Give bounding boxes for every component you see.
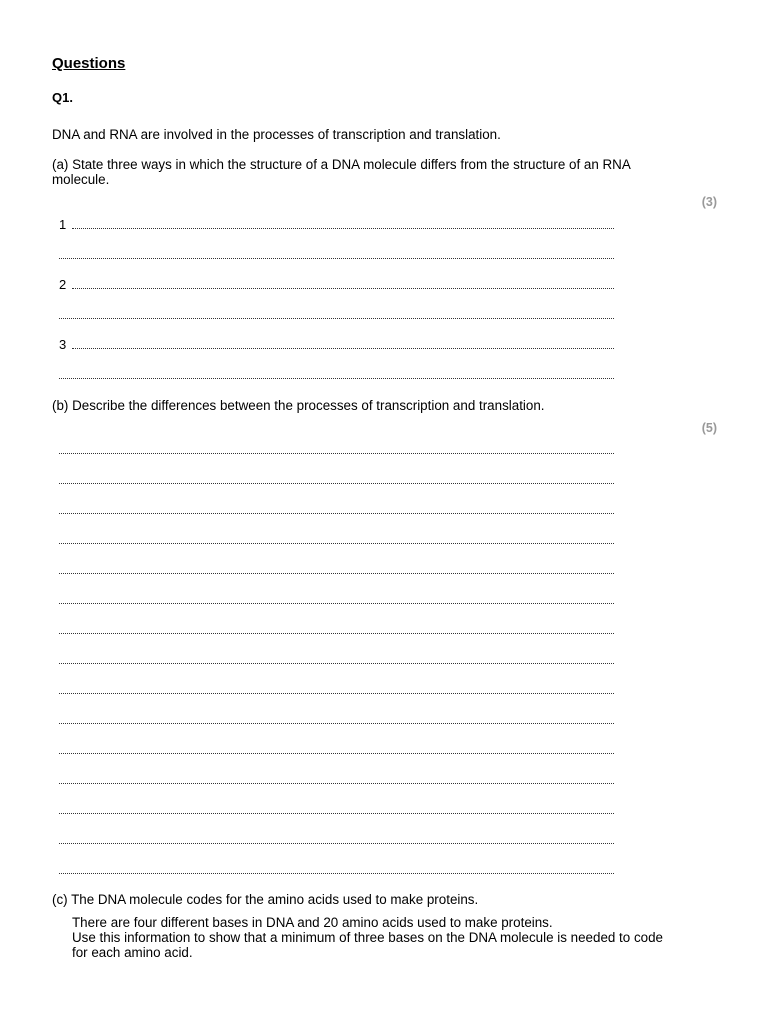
question-number: Q1. [52,90,73,105]
answer-line[interactable] [59,843,614,844]
part-b-marks: (5) [701,421,717,435]
part-c-body-line1: There are four different bases in DNA and 20 amino acids used to make proteins. [72,915,553,930]
answer-line[interactable] [59,543,614,544]
part-a-marks: (3) [701,195,717,209]
answer-line[interactable] [59,723,614,724]
answer-line[interactable] [59,603,614,604]
answer-line[interactable] [59,783,614,784]
page-heading: Questions [52,55,126,72]
answer-line[interactable] [59,573,614,574]
answer-line[interactable] [59,873,614,874]
answer-line-2[interactable] [59,278,614,291]
answer-line-1[interactable] [59,218,614,231]
part-a-prompt-line1: (a) State three ways in which the structure of a DNA molecule differs from the structure of an RNA [52,157,631,172]
part-c-prompt: (c) The DNA molecule codes for the amino acids used to make proteins. [52,892,479,907]
answer-line-3[interactable] [59,338,614,351]
answer-line[interactable] [59,753,614,754]
answer-line[interactable] [59,663,614,664]
answer-line[interactable] [59,513,614,514]
answer-number-2: 2 [59,277,67,292]
part-c-body-line2: Use this information to show that a minimum of three bases on the DNA molecule is needed to code [72,930,663,945]
answer-line[interactable] [59,453,614,454]
answer-line[interactable] [59,633,614,634]
part-c-body-line3: for each amino acid. [72,945,193,960]
answer-line[interactable] [59,318,614,319]
answer-line[interactable] [59,693,614,694]
answer-line[interactable] [59,813,614,814]
answer-line[interactable] [59,258,614,259]
part-a-prompt-line2: molecule. [52,172,110,187]
question-intro: DNA and RNA are involved in the processes of transcription and translation. [52,127,501,142]
answer-number-3: 3 [59,337,67,352]
part-b-prompt: (b) Describe the differences between the processes of transcription and translation. [52,398,545,413]
answer-line[interactable] [59,378,614,379]
answer-number-1: 1 [59,217,67,232]
answer-line[interactable] [59,483,614,484]
